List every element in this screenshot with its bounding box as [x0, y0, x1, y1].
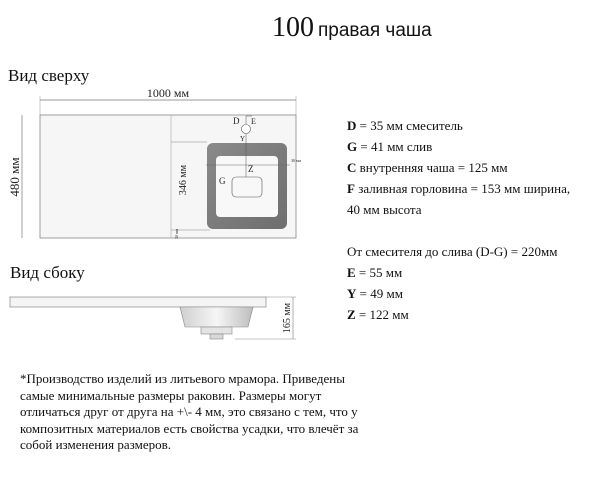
spec-line — [347, 244, 557, 260]
side-view-label: Вид сбоку — [10, 263, 85, 282]
spec-line — [347, 139, 432, 155]
spec-text: заливная горловина = 153 мм ширина, — [354, 181, 571, 196]
spec-line — [347, 286, 403, 302]
footnote: *Производство изделий из литьевого мрамора. Приведены самые минимальные размеры раковин. Размеры могут отличаться друг от друга на +\- 4 мм, это связано с тем, что у композитных материалов есть свойства усадки, что влечёт за собой изменения размеров. — [20, 371, 359, 452]
top-view-label: Вид сверху — [8, 66, 90, 85]
marker-g: G — [219, 176, 226, 186]
spec-text: = 122 мм — [355, 307, 409, 322]
spec-key: Y — [347, 286, 357, 301]
spec-key: F — [347, 181, 355, 196]
faucet-hole-icon — [242, 125, 251, 134]
title-number: 100 — [272, 12, 314, 43]
countertop-side-view — [10, 297, 266, 307]
spec-key: E — [347, 265, 356, 280]
right-margin-dimension: 30 мм — [291, 158, 302, 163]
bowl-side-profile — [180, 307, 253, 327]
marker-e: E — [251, 117, 256, 126]
spec-text: = 41 мм слив — [357, 139, 433, 154]
spec-line — [347, 181, 570, 197]
marker-d: D — [233, 116, 240, 126]
spec-line — [347, 265, 402, 281]
spec-line — [347, 202, 422, 218]
spec-line — [347, 118, 463, 134]
spec-text: = 55 мм — [355, 265, 403, 280]
bottom-margin-dimension: 30 мм — [174, 228, 179, 240]
spec-key: Z — [347, 307, 356, 322]
drain-side — [210, 334, 223, 339]
drain-g — [232, 177, 262, 197]
width-dimension: 1000 мм — [146, 86, 190, 100]
spec-line — [347, 160, 508, 176]
spec-text: = 35 мм смеситель — [356, 118, 463, 133]
marker-z: Z — [248, 164, 254, 174]
spec-text: = 49 мм — [356, 286, 403, 301]
marker-y: Y — [240, 135, 246, 143]
spec-text: 40 мм высота — [347, 202, 422, 217]
spec-line — [347, 307, 409, 323]
height-dimension: 165 мм — [282, 302, 293, 334]
spec-key: D — [347, 118, 357, 133]
bowl-dimension: 346 мм — [178, 164, 189, 196]
spec-text: внутренняя чаша = 125 мм — [356, 160, 508, 175]
spec-key: G — [347, 139, 358, 154]
depth-dimension: 480 мм — [7, 157, 22, 197]
spec-key: C — [347, 160, 357, 175]
title-text: правая чаша — [318, 20, 432, 41]
spec-text: От смесителя до слива (D-G) = 220мм — [347, 244, 558, 259]
